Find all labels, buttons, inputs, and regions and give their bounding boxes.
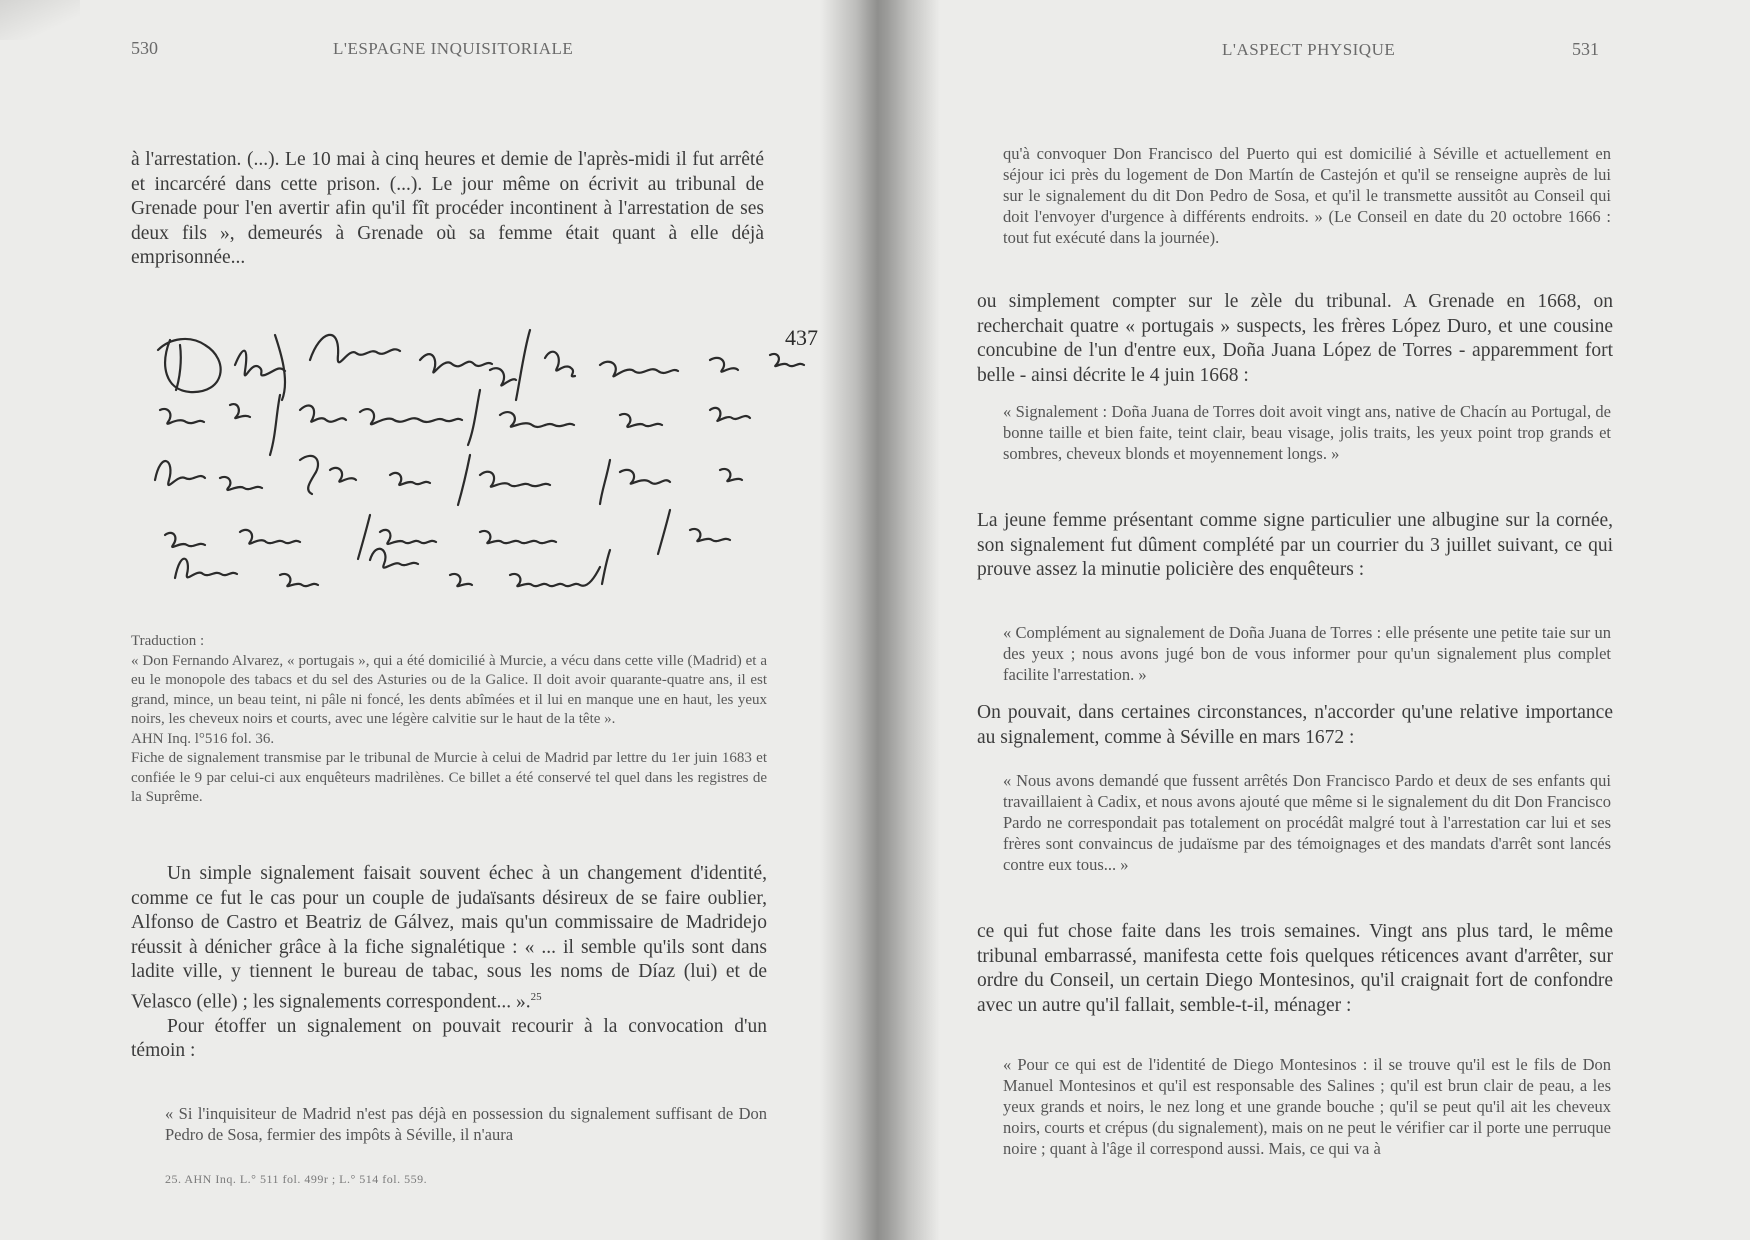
right-quote-3 [1003, 622, 1611, 685]
page-corner-fold [0, 0, 80, 40]
left-paragraph-2: Pour étoffer un signalement on pouvait recourir à la convocation d'un témoin : [131, 1015, 767, 1061]
right-paragraph-2-text: La jeune femme présentant comme signe particulier une albugine sur la cornée, son signalement fut dûment complété par un courrier du 3 juillet suivant, ce qui prouve assez la minutie policière des enquêteurs : [977, 510, 1613, 580]
right-quote-4 [1003, 770, 1611, 875]
left-body [131, 862, 767, 1064]
right-quote-4-text: « Nous avons demandé que fussent arrêtés Don Francisco Pardo et deux de ses enfants qui travaillaient à Cadix, et nous avons ajouté que même si le signalement du dit Don Francisco Pardo ne correspondait pas totalement on procédât malgré tout à l'arrestation car lui et ses frères sont convaincus de judaïsme par des témoignages et des mandats d'arrêt sont lancés contre eux tous... » [1003, 771, 1611, 874]
right-quote-5 [1003, 1054, 1611, 1159]
left-running-head: L'ESPAGNE INQUISITORIALE [333, 39, 574, 58]
manuscript-signalement-image [150, 320, 850, 590]
right-page-number: 531 [1572, 39, 1599, 59]
right-paragraph-2 [977, 509, 1613, 583]
right-quote-5-text: « Pour ce qui est de l'identité de Diego Montesinos : il se trouve qu'il est le fils de Don Manuel Montesinos et qu'il est responsable des Salines ; qu'il est brun clair de peau, a les yeux grands et noirs, le nez long et une grande bouche ; qu'il se peut qu'il ait les cheveux noirs, courts et crépus (du signalement), mais on ne peut le vérifier car il porte une perruque noire ; quant à l'âge il correspond aussi. Mais, ce qui va à [1003, 1055, 1611, 1158]
left-paragraph-1-text: Un simple signalement faisait souvent échec à un changement d'identité, comme ce fut le cas pour un couple de judaïsants désireux de se faire oublier, Alfonso de Castro et Beatriz de Gálvez, mais qu'un commissaire de Madridejo réussit à dénicher grâce à la fiche signalétique : « ... il semble qu'ils sont dans ladite ville, y tiennent le bureau de tabac, sous les noms de Díaz (lui) et de Velasco (elle) ; les signalements correspondent... ». [131, 863, 767, 1012]
left-paragraph-1 [131, 862, 767, 1015]
manuscript-folio-number: 437 [785, 325, 818, 350]
caption-note: Fiche de signalement transmise par le tribunal de Murcie à celui de Madrid par lettre du 1er juin 1683 et confiée le 9 par celui-ci aux enquêteurs madrilènes. Ce billet a été conservé tel quel dans les registres de la Suprême. [131, 750, 767, 805]
left-page-number: 530 [131, 38, 158, 58]
left-quote [165, 1103, 767, 1145]
right-quote-2-text: « Signalement : Doña Juana de Torres doit avoit vingt ans, native de Chacín au Portugal, de bonne taille et bien faite, teint clair, beau visage, jolis traits, les yeux point trop grands et sombres, cheveux blonds et moyennement longs. » [1003, 402, 1611, 463]
left-footnote: 25. AHN Inq. L.° 511 fol. 499r ; L.° 514 fol. 559. [165, 1172, 428, 1186]
book-gutter-shadow [820, 0, 940, 1240]
opening-paragraph-text: à l'arrestation. (...). Le 10 mai à cinq heures et demie de l'après-midi il fut arrêté et incarcéré dans cette prison. (...). Le jour même on écrivit au tribunal de Grenade pour l'en avertir afin qu'il fît procéder incontinent à l'arrestation de ses deux fils », demeurés à Grenade où sa femme était quant à elle déjà emprisonnée... [131, 149, 764, 268]
right-running-head: L'ASPECT PHYSIQUE [1222, 40, 1396, 59]
right-quote-3-text: « Complément au signalement de Doña Juana de Torres : elle présente une petite taie sur un des yeux ; nous avons jugé bon de vous informer pour qu'un signalement plus complet facilite l'arrestation. » [1003, 623, 1611, 684]
caption-translation: « Don Fernando Alvarez, « portugais », qui a été domicilié à Murcie, a vécu dans cette ville (Madrid) et a eu le monopole des tabacs et du sel des Asturies ou de la Galice. Il doit avoir quarante-quatre ans, il est grand, mince, un beau teint, ni pâle ni foncé, les dents abîmées et il lui en manque une en haut, les yeux noirs, les cheveux noirs et courts, avec une légère calvitie sur le haut de la tête ». [131, 652, 767, 727]
caption-source: AHN Inq. l°516 fol. 36. [131, 730, 275, 747]
caption-heading: Traduction : [131, 633, 205, 649]
footnote-marker-25: 25 [530, 990, 542, 1003]
right-paragraph-4 [977, 920, 1613, 1018]
opening-paragraph [131, 148, 764, 271]
right-paragraph-3-text: On pouvait, dans certaines circonstances, n'accorder qu'une relative importance au signalement, comme à Séville en mars 1672 : [977, 702, 1613, 748]
right-paragraph-1-text: ou simplement compter sur le zèle du tribunal. A Grenade en 1668, on recherchait quatre « portugais » suspects, les frères López Duro, et une cousine concubine de l'un d'entre eux, Doña Juana López de Torres - apparemment fort belle - ainsi décrite le 4 juin 1668 : [977, 291, 1613, 386]
right-paragraph-3 [977, 701, 1613, 750]
left-quote-text: « Si l'inquisiteur de Madrid n'est pas déjà en possession du signalement suffisant de Don Pedro de Sosa, fermier des impôts à Séville, il n'aura [165, 1104, 767, 1144]
right-quote-2 [1003, 401, 1611, 464]
right-paragraph-4-text: ce qui fut chose faite dans les trois semaines. Vingt ans plus tard, le même tribunal embarrassé, manifesta cette fois quelques réticences avant d'arrêter, sur ordre du Conseil, un certain Diego Montesinos, qu'il craignait fort de confondre avec un autre qu'il fallait, semble-t-il, ménager : [977, 921, 1613, 1016]
right-paragraph-1 [977, 290, 1613, 388]
image-caption [131, 632, 767, 808]
right-quote-1-text: qu'à convoquer Don Francisco del Puerto qui est domicilié à Séville et actuellement en séjour ici près du logement de Don Martín de Castejón et qu'il se renseigne auprès de lui sur le signalement du dit Don Pedro de Sosa, et qu'il le transmette aussitôt au Conseil qui doit l'envoyer d'urgence à différents endroits. » (Le Conseil en date du 20 octobre 1666 : tout fut exécuté dans la journée). [1003, 144, 1611, 247]
right-quote-1 [1003, 143, 1611, 248]
